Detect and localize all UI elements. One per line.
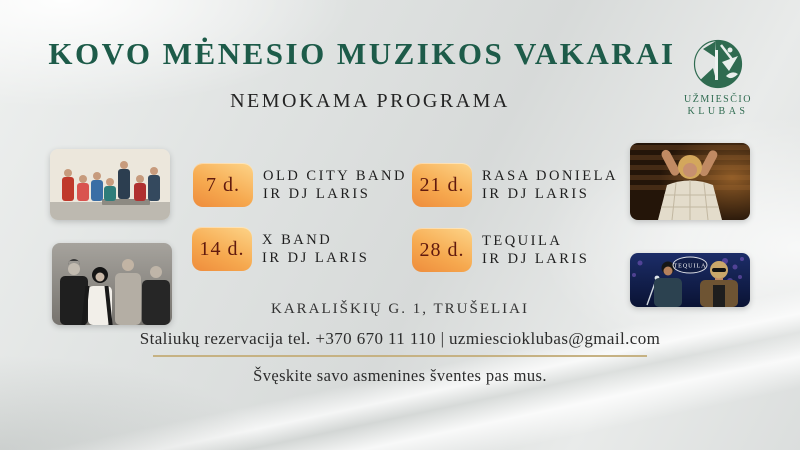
date-badge-21: 21 d. bbox=[412, 163, 472, 207]
event-row-21d bbox=[412, 163, 618, 207]
event-row-28d bbox=[412, 228, 589, 272]
date-badge-28: 28 d. bbox=[412, 228, 472, 272]
event-dj-name: IR DJ LARIS bbox=[482, 251, 590, 267]
event-band-name: TEQUILA bbox=[482, 233, 563, 249]
tequila-band-photo bbox=[630, 253, 750, 307]
date-badge-14: 14 d. bbox=[192, 227, 252, 271]
old-city-band-photo bbox=[50, 149, 170, 220]
rasa-doniela-image bbox=[630, 143, 750, 220]
footer-note: Švęskite savo asmenines šventes pas mus. bbox=[253, 366, 547, 385]
date-badge-7: 7 d. bbox=[193, 163, 253, 207]
rasa-doniela-photo bbox=[630, 143, 750, 220]
subtitle: NEMOKAMA PROGRAMA bbox=[230, 90, 510, 112]
event-dj-name: IR DJ LARIS bbox=[263, 186, 371, 202]
event-row-14d bbox=[192, 227, 369, 271]
page-title: KOVO MĖNESIO MUZIKOS VAKARAI bbox=[48, 36, 676, 71]
event-band-name: RASA DONIELA bbox=[482, 168, 618, 184]
club-emblem-icon bbox=[682, 38, 754, 94]
event-dj-name: IR DJ LARIS bbox=[262, 250, 370, 266]
event-band-name: OLD CITY BAND bbox=[263, 168, 407, 184]
logo-text-line2: KLUBAS bbox=[687, 106, 749, 117]
old-city-band-image bbox=[50, 149, 170, 220]
tequila-band-image bbox=[630, 253, 750, 307]
logo-text-line1: UŽMIESČIO bbox=[684, 94, 752, 105]
event-band-name: X BAND bbox=[262, 232, 333, 248]
event-dj-name: IR DJ LARIS bbox=[482, 186, 590, 202]
gold-divider bbox=[153, 355, 647, 357]
tequila-logo-text: TEQUILA bbox=[673, 263, 707, 270]
venue-address: KARALIŠKIŲ G. 1, TRUŠELIAI bbox=[271, 301, 529, 317]
reservation-contact: Staliukų rezervacija tel. +370 670 11 110 | uzmiescioklubas@gmail.com bbox=[139, 329, 661, 348]
event-row-7d bbox=[193, 163, 407, 207]
club-logo bbox=[668, 38, 768, 118]
